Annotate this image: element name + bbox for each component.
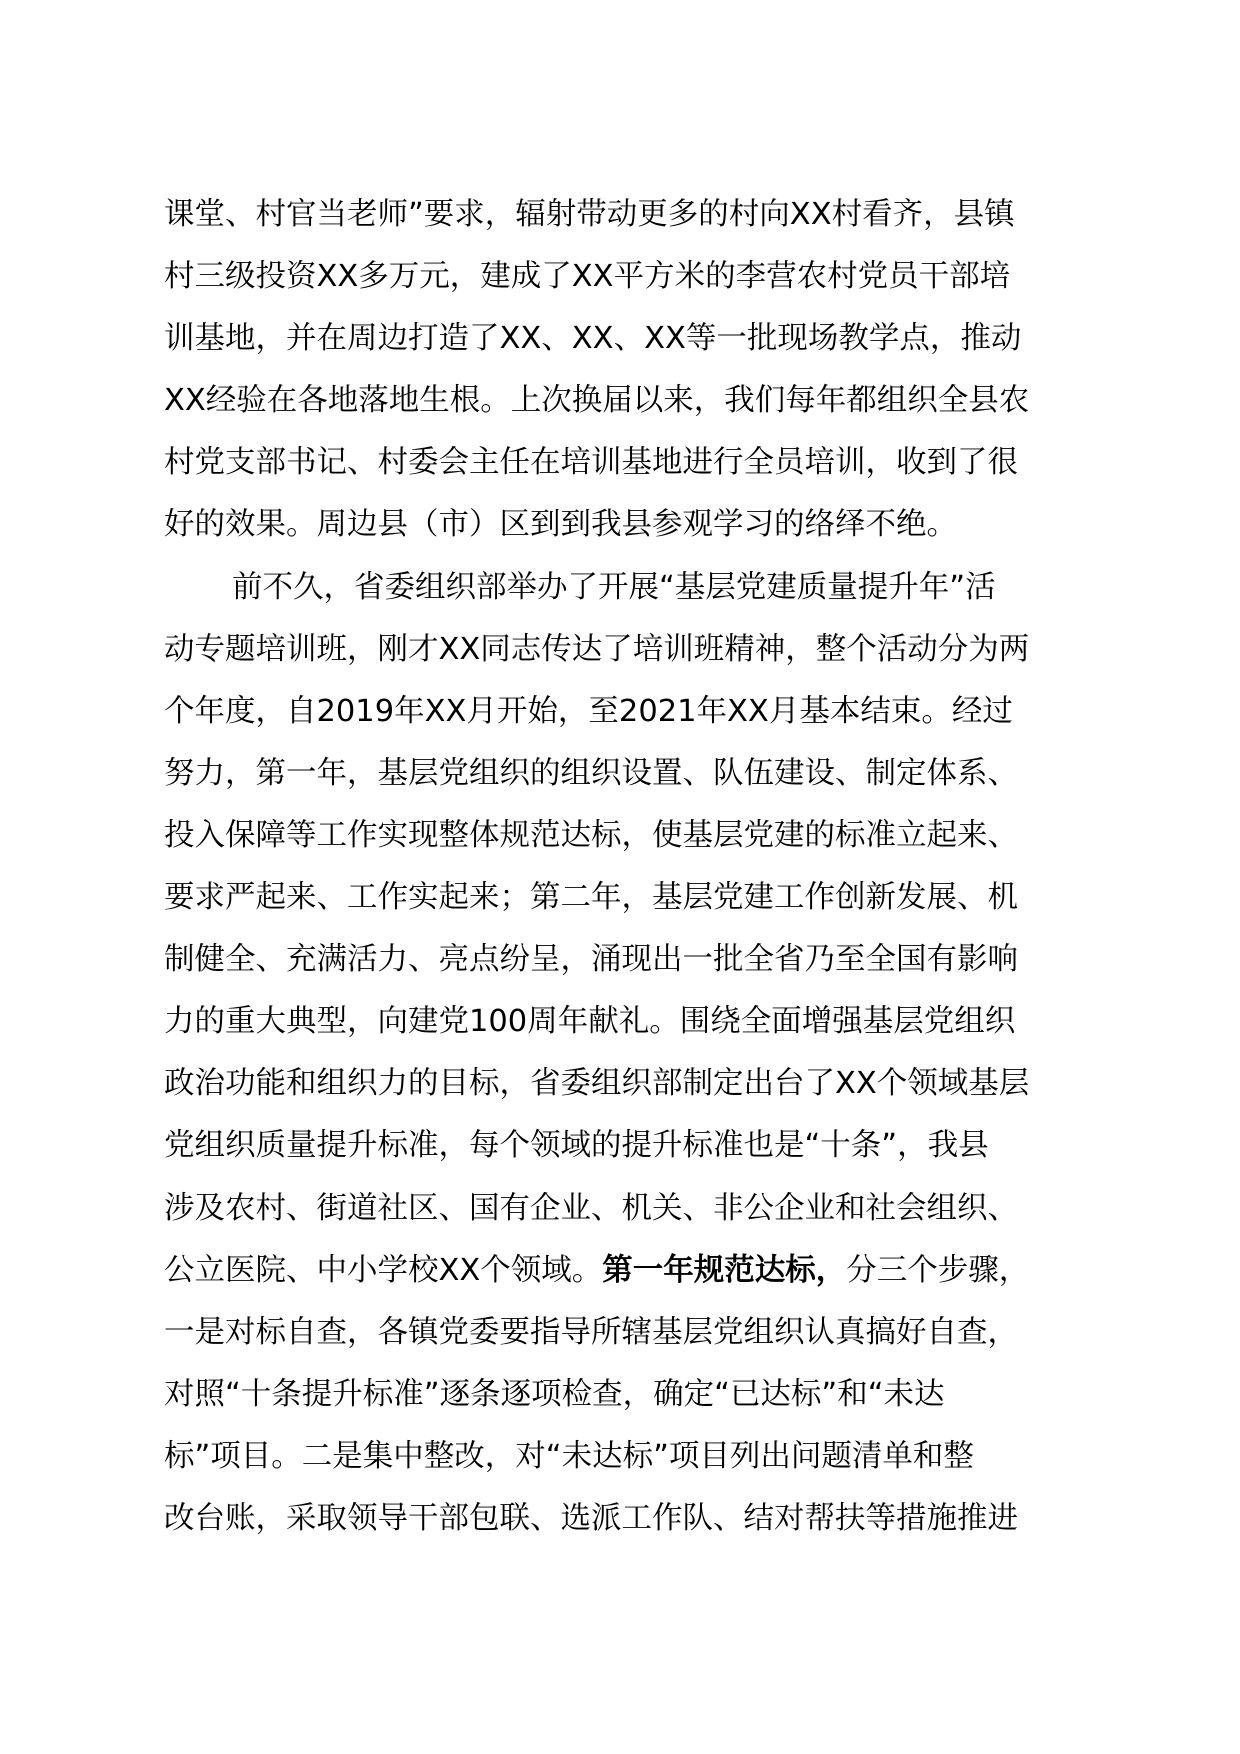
text-line-mixed: [164, 1240, 1104, 1302]
text-line: XX经验在各地落地生根。上次换届以来，我们每年都组织全县农: [164, 383, 1030, 419]
text-line: 政治功能和组织力的目标，省委组织部制定出台了XX个领域基层: [164, 1066, 1030, 1102]
text-line: 标”项目。二是集中整改，对“未达标”项目列出问题清单和整: [164, 1438, 974, 1474]
text-line: 个年度，自2019年XX月开始，至2021年XX月基本结束。经过: [164, 693, 1013, 729]
body-text: [164, 184, 1104, 1550]
text-line: 党组织质量提升标准，每个领域的提升标准也是“十条”，我县: [164, 1128, 989, 1164]
text-line: 改台账，采取领导干部包联、选派工作队、结对帮扶等措施推进: [164, 1500, 1018, 1536]
text-line: 努力，第一年，基层党组织的组织设置、队伍建设、制定体系、: [164, 755, 1018, 791]
text-line: 村三级投资XX多万元，建成了XX平方米的李营农村党员干部培: [164, 259, 1011, 295]
text-line: 涉及农村、街道社区、国有企业、机关、非公企业和社会组织、: [164, 1190, 1018, 1226]
text-segment: 公立医院、中小学校XX个领域。: [164, 1252, 603, 1288]
paragraph-first-line: 前不久，省委组织部举办了开展“基层党建质量提升年”活: [232, 569, 996, 605]
bold-heading: 第一年规范达标，: [602, 1252, 847, 1288]
text-segment: 分三个步骤，: [846, 1252, 1030, 1288]
text-line: 训基地，并在周边打造了XX、XX、XX等一批现场教学点，推动: [164, 321, 1022, 357]
text-line: 好的效果。周边县（市）区到到我县参观学习的络绎不绝。: [164, 507, 957, 543]
text-line: 一是对标自查，各镇党委要指导所辖基层党组织认真搞好自查，: [164, 1314, 1018, 1350]
text-line: 要求严起来、工作实起来；第二年，基层党建工作创新发展、机: [164, 880, 1018, 916]
text-line: 制健全、充满活力、亮点纷呈，涌现出一批全省乃至全国有影响: [164, 942, 1018, 978]
text-line: 投入保障等工作实现整体规范达标，使基层党建的标准立起来、: [164, 817, 1018, 853]
text-line: 对照“十条提升标准”逐条逐项检查，确定“已达标”和“未达: [164, 1376, 945, 1412]
text-line: 村党支部书记、村委会主任在培训基地进行全员培训，收到了很: [164, 445, 1018, 481]
text-line: 力的重大典型，向建党100周年献礼。围绕全面增强基层党组织: [164, 1004, 1016, 1040]
text-line: 课堂、村官当老师”要求，辐射带动更多的村向XX村看齐，县镇: [164, 197, 1015, 232]
text-line: 动专题培训班，刚才XX同志传达了培训班精神，整个活动分为两: [164, 631, 1030, 667]
